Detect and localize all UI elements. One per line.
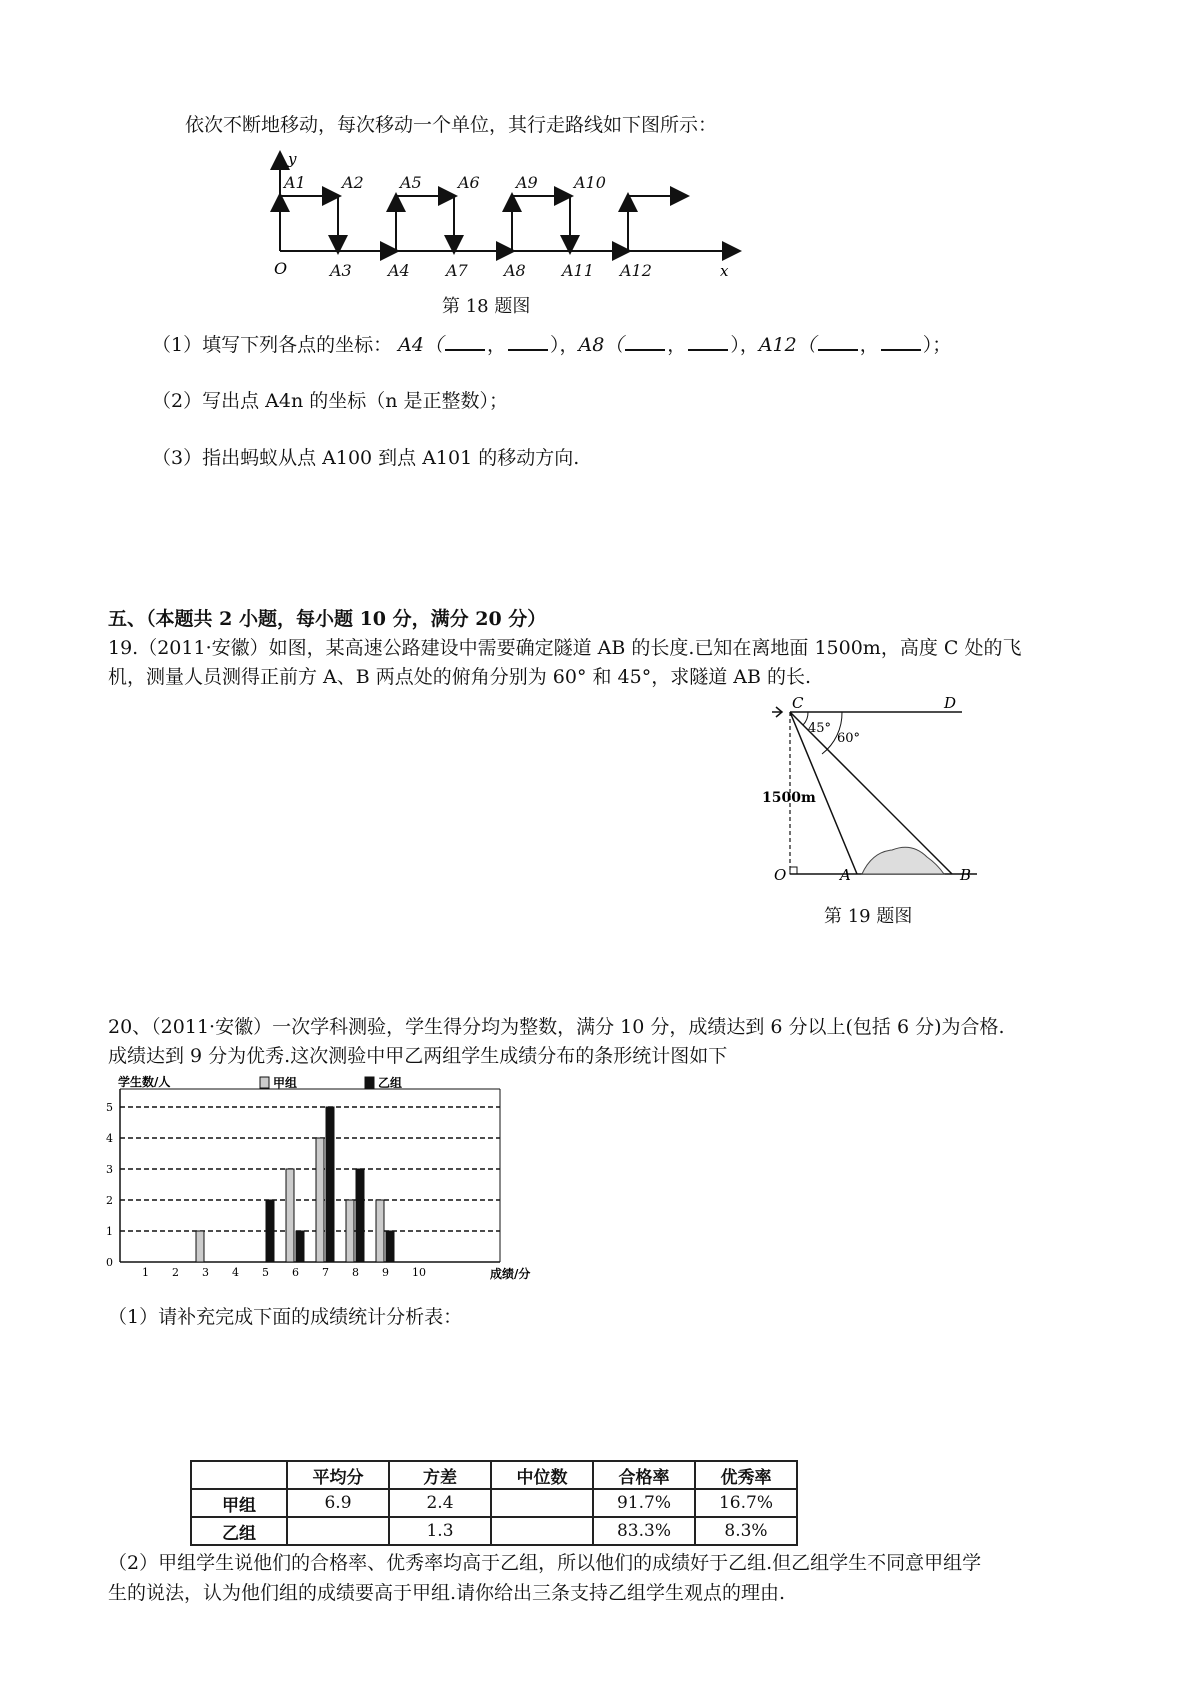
bar-group-a-3	[196, 1231, 204, 1262]
y-tick-label: 1	[106, 1225, 113, 1238]
x-axis-label: x	[720, 262, 729, 280]
q18-part2: （2）写出点 A4n 的坐标（n 是正整数）；	[152, 390, 508, 412]
bar-group-b-6	[296, 1231, 304, 1262]
q20-line1: 20、（2011·安徽）一次学科测验，学生得分均为整数，满分 10 分，成绩达到 6 分以上(包括 6 分)为合格.	[108, 1016, 1005, 1038]
table-cell: 乙组	[191, 1517, 287, 1545]
bar-group-b-7	[326, 1107, 334, 1262]
y-axis-label: y	[288, 150, 297, 168]
x-tick-label: 7	[322, 1266, 329, 1279]
table-header-cell: 优秀率	[695, 1461, 797, 1489]
answer-blank[interactable]	[818, 331, 858, 351]
q18-part3: （3）指出蚂蚁从点 A100 到点 A101 的移动方向.	[152, 447, 580, 469]
legend-swatch	[260, 1077, 269, 1088]
legend-label: 乙组	[378, 1076, 403, 1090]
label-O: O	[774, 866, 787, 884]
table-cell: 2.4	[389, 1489, 491, 1517]
coordinate-blank-a4: A4（	[398, 334, 443, 356]
bar-group-a-9	[376, 1200, 384, 1262]
origin-label: O	[274, 259, 288, 278]
table-cell: 甲组	[191, 1489, 287, 1517]
bar-group-b-9	[386, 1231, 394, 1262]
figure-19-caption: 第 19 题图	[824, 906, 913, 927]
table-header-cell: 平均分	[287, 1461, 389, 1489]
x-tick-label: 10	[412, 1266, 426, 1279]
point-label-a4: A4	[388, 261, 410, 280]
table-cell-blank[interactable]	[287, 1517, 389, 1545]
table-header-cell: 方差	[389, 1461, 491, 1489]
figure-19-diagram	[762, 692, 992, 892]
answer-blank[interactable]	[688, 331, 728, 351]
x-tick-label: 3	[202, 1266, 209, 1279]
point-label-a9: A9	[516, 173, 538, 192]
bar-group-a-6	[286, 1169, 294, 1262]
bar-group-b-8	[356, 1169, 364, 1262]
table-cell: 1.3	[389, 1517, 491, 1545]
y-tick-label: 5	[106, 1101, 113, 1114]
legend-label: 甲组	[273, 1076, 298, 1090]
x-tick-label: 1	[142, 1266, 149, 1279]
angle-45-label: 45°	[808, 721, 832, 736]
legend-swatch	[365, 1077, 374, 1088]
table-header-cell: 中位数	[491, 1461, 593, 1489]
q20-part2-line1: （2）甲组学生说他们的合格率、优秀率均高于乙组，所以他们的成绩好于乙组.但乙组学生不同意甲组学	[108, 1552, 982, 1574]
y-tick-label: 2	[106, 1194, 113, 1207]
answer-blank[interactable]	[625, 331, 665, 351]
point-label-a3: A3	[330, 261, 352, 280]
x-axis-title: 成绩/分	[490, 1267, 531, 1281]
table-header-row	[191, 1461, 797, 1489]
table-cell: 91.7%	[593, 1489, 695, 1517]
table-cell: 6.9	[287, 1489, 389, 1517]
intro-text: 依次不断地移动，每次移动一个单位，其行走路线如下图所示：	[185, 114, 718, 136]
answer-blank[interactable]	[445, 331, 485, 351]
q19-line1: 19.（2011·安徽）如图，某高速公路建设中需要确定隧道 AB 的长度.已知在离地面 1500m，高度 C 处的飞	[108, 637, 1022, 659]
point-label-a7: A7	[446, 261, 468, 280]
point-label-a11: A11	[562, 261, 594, 280]
x-tick-label: 6	[292, 1266, 299, 1279]
table-cell: 83.3%	[593, 1517, 695, 1545]
point-label-a2: A2	[342, 173, 364, 192]
table-row	[191, 1489, 797, 1517]
figure-18-caption: 第 18 题图	[442, 296, 531, 317]
table-header-cell: 合格率	[593, 1461, 695, 1489]
point-label-a10: A10	[574, 173, 606, 192]
point-label-a8: A8	[504, 261, 526, 280]
point-label-a1: A1	[284, 173, 306, 192]
q18-part1-points: A4（ ， ），A8（ ， ），A12（ ， ）；	[398, 334, 951, 356]
q19-line2: 机，测量人员测得正前方 A、B 两点处的俯角分别为 60° 和 45°，求隧道 AB 的长.	[108, 666, 812, 688]
y-tick-label: 3	[106, 1163, 113, 1176]
table-cell-blank[interactable]	[491, 1489, 593, 1517]
bar-group-a-7	[316, 1138, 324, 1262]
stats-table	[190, 1460, 798, 1546]
y-axis-title: 学生数/人	[118, 1075, 171, 1089]
height-label: 1500m	[762, 790, 816, 806]
figure-18-path-diagram	[260, 148, 780, 288]
q20-line2: 成绩达到 9 分为优秀.这次测验中甲乙两组学生成绩分布的条形统计图如下	[108, 1045, 728, 1067]
bar-group-b-5	[266, 1200, 274, 1262]
q20-part1: （1）请补充完成下面的成绩统计分析表：	[108, 1306, 463, 1328]
x-tick-label: 9	[382, 1266, 389, 1279]
section-5-header: 五、（本题共 2 小题，每小题 10 分，满分 20 分）	[108, 608, 547, 630]
label-C: C	[792, 694, 804, 712]
x-tick-label: 4	[232, 1266, 239, 1279]
table-cell: 16.7%	[695, 1489, 797, 1517]
answer-blank[interactable]	[881, 331, 921, 351]
score-bar-chart	[95, 1070, 575, 1290]
point-label-a12: A12	[620, 261, 652, 280]
table-cell-blank[interactable]	[491, 1517, 593, 1545]
table-header-cell	[191, 1461, 287, 1489]
label-D: D	[944, 694, 957, 712]
x-tick-label: 8	[352, 1266, 359, 1279]
q18-part1	[152, 330, 951, 357]
x-tick-label: 5	[262, 1266, 269, 1279]
table-cell: 8.3%	[695, 1517, 797, 1545]
point-label-a6: A6	[458, 173, 480, 192]
coordinate-blank-a8: A8（	[578, 334, 624, 356]
q18-part1-prefix: （1）填写下列各点的坐标：	[152, 334, 393, 356]
x-tick-label: 2	[172, 1266, 179, 1279]
q20-part2-line2: 生的说法，认为他们组的成绩要高于甲组.请你给出三条支持乙组学生观点的理由.	[108, 1582, 786, 1604]
y-tick-label: 0	[106, 1256, 113, 1269]
point-label-a5: A5	[400, 173, 422, 192]
label-A: A	[840, 866, 851, 884]
label-B: B	[960, 866, 972, 884]
table-row	[191, 1517, 797, 1545]
angle-60-label: 60°	[837, 731, 861, 746]
coordinate-blank-a12: A12（	[758, 334, 816, 356]
bar-group-a-8	[346, 1200, 354, 1262]
y-tick-label: 4	[106, 1132, 113, 1145]
answer-blank[interactable]	[508, 331, 548, 351]
